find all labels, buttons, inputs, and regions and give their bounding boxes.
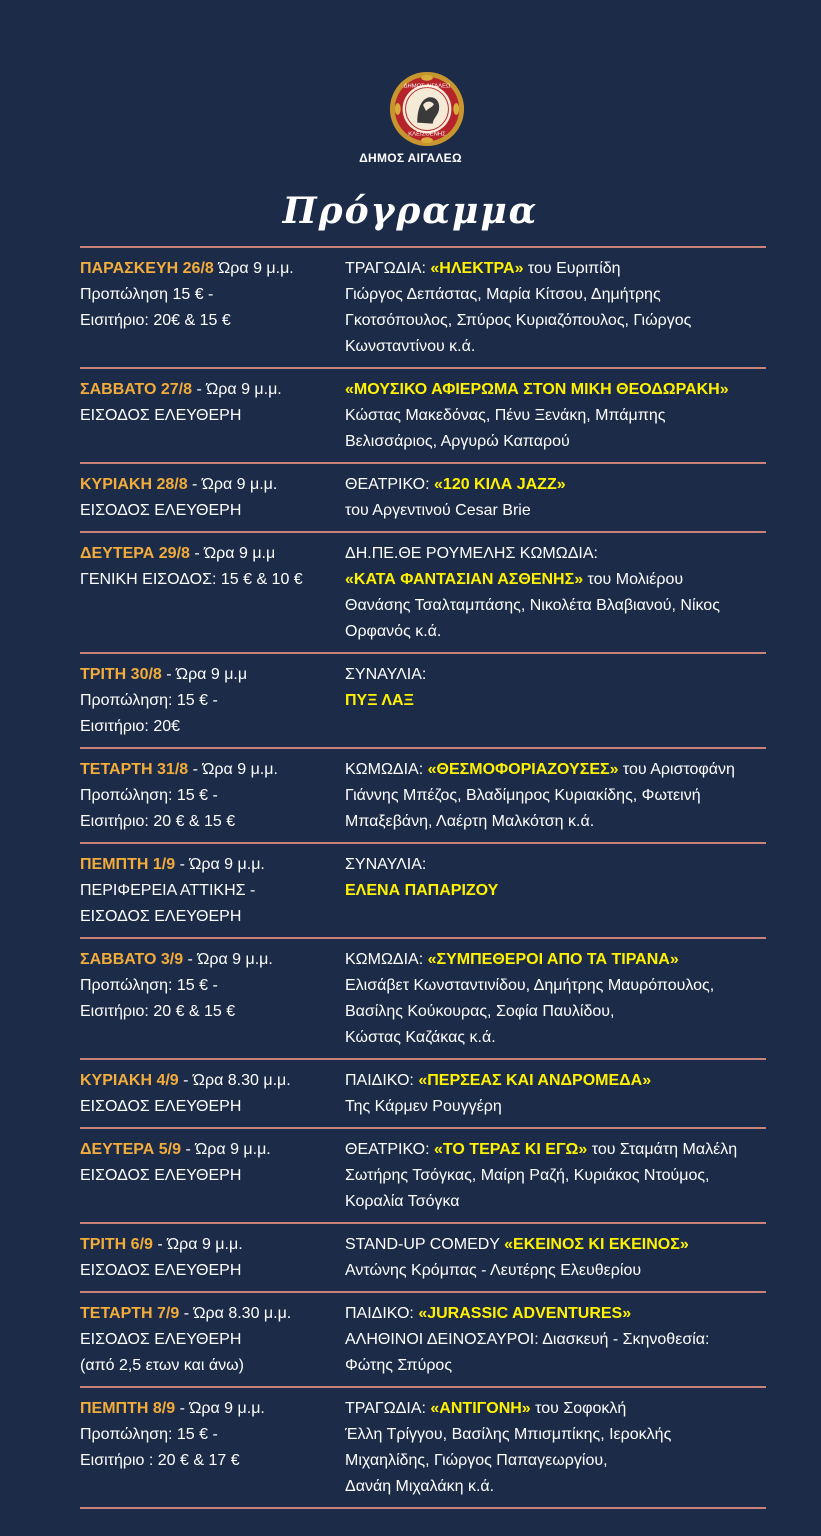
event-line [345, 878, 766, 904]
event-line [80, 662, 345, 688]
event-line [345, 429, 766, 455]
event-text: - Ώρα 9 μ.μ. [152, 1236, 243, 1253]
event-title: «ΘΕΣΜΟΦΟΡΙΑΖΟΥΣΕΣ» [427, 761, 619, 778]
event-text: ΕΙΣΟΔΟΣ ΕΛΕΥΘΕΡΗ [80, 407, 242, 424]
event-line [80, 757, 345, 783]
event-details [345, 947, 766, 1051]
event-line [345, 567, 766, 593]
event-line [80, 1068, 345, 1094]
event-line [80, 1301, 345, 1327]
event-date-info [80, 541, 345, 645]
event-text: - Ώρα 9 μ.μ. [192, 381, 282, 398]
event-date-info [80, 377, 345, 455]
event-line [345, 1353, 766, 1379]
event-line [80, 377, 345, 403]
event-text: Κοραλία Τσόγκα [345, 1193, 460, 1210]
event-text: ΕΙΣΟΔΟΣ ΕΛΕΥΘΕΡΗ [80, 1331, 242, 1348]
event-line [80, 1327, 345, 1353]
event-day: ΠΕΜΠΤΗ 8/9 [80, 1400, 176, 1417]
event-line [345, 1189, 766, 1215]
event-day: ΣΑΒΒΑΤΟ 27/8 [80, 381, 193, 398]
event-text: Κώστας Καζάκας κ.ά. [345, 1029, 496, 1046]
event-row [80, 654, 766, 749]
event-line [345, 334, 766, 360]
event-date-info [80, 1137, 345, 1215]
event-line [345, 1448, 766, 1474]
event-line [80, 308, 345, 334]
event-line [345, 472, 766, 498]
event-schedule [80, 246, 766, 1509]
event-day: ΤΡΙΤΗ 6/9 [80, 1236, 153, 1253]
event-line [345, 783, 766, 809]
municipality-logo-icon [388, 70, 466, 148]
event-text: Της Κάρμεν Ρουγγέρη [345, 1098, 502, 1115]
event-line [345, 498, 766, 524]
event-line [345, 973, 766, 999]
event-day: ΔΕΥΤΕΡΑ 5/9 [80, 1141, 182, 1158]
event-line [345, 809, 766, 835]
event-text: του Ευριπίδη [523, 260, 621, 277]
event-details [345, 757, 766, 835]
event-date-info [80, 256, 345, 360]
event-title: ΕΛΕΝΑ ΠΑΠΑΡΙΖΟΥ [345, 882, 499, 899]
event-line [345, 1137, 766, 1163]
event-row [80, 749, 766, 844]
event-details [345, 1301, 766, 1379]
event-text: Εισιτήριο: 20 € & 15 € [80, 1003, 236, 1020]
event-text: - Ώρα 9 μ.μ. [188, 761, 278, 778]
page-title: Πρόγραμμα [282, 190, 539, 232]
event-title: «ΣΥΜΠΕΘΕΡΟΙ ΑΠΟ ΤΑ ΤΙΡΑΝΑ» [427, 951, 679, 968]
event-text: - Ώρα 9 μ.μ. [183, 951, 273, 968]
event-text: ΑΛΗΘΙΝΟΙ ΔΕΙΝΟΣΑΥΡΟΙ: Διασκευή - Σκηνοθεσία: [345, 1331, 710, 1348]
event-details [345, 852, 766, 930]
event-day: ΚΥΡΙΑΚΗ 28/8 [80, 476, 188, 493]
event-line [345, 541, 766, 567]
event-day: ΔΕΥΤΕΡΑ 29/8 [80, 545, 190, 562]
event-text: - Ώρα 9 μ.μ. [175, 856, 265, 873]
event-row [80, 1293, 766, 1388]
event-line [345, 308, 766, 334]
event-text: Κώστας Μακεδόνας, Πένυ Ξενάκη, Μπάμπης [345, 407, 666, 424]
event-line [80, 999, 345, 1025]
event-line [345, 852, 766, 878]
event-text: (από 2,5 ετων και άνω) [80, 1357, 244, 1374]
event-line [345, 1474, 766, 1500]
event-text: Προπώληση 15 € - [80, 286, 214, 303]
event-line [80, 1232, 345, 1258]
event-text: Κωνσταντίνου κ.ά. [345, 338, 476, 355]
event-row [80, 369, 766, 464]
event-line [80, 783, 345, 809]
event-text: Βελισσάριος, Αργυρώ Καπαρού [345, 433, 570, 450]
event-text: ΓΕΝΙΚΗ ΕΙΣΟΔΟΣ: 15 € & 10 € [80, 571, 303, 588]
event-title: «ΠΕΡΣΕΑΣ ΚΑΙ ΑΝΔΡΟΜΕΔΑ» [418, 1072, 652, 1089]
event-day: ΤΕΤΑΡΤΗ 31/8 [80, 761, 189, 778]
event-details [345, 377, 766, 455]
event-text: ΣΥΝΑΥΛΙΑ: [345, 856, 427, 873]
event-line [80, 1353, 345, 1379]
event-text: - Ώρα 9 μ.μ [161, 666, 248, 683]
event-line [345, 688, 766, 714]
event-day: ΣΑΒΒΑΤΟ 3/9 [80, 951, 184, 968]
event-day: ΤΕΤΑΡΤΗ 7/9 [80, 1305, 180, 1322]
event-text: - Ώρα 8.30 μ.μ. [178, 1072, 291, 1089]
event-text: Θανάσης Τσαλταμπάσης, Νικολέτα Βλαβιανού, Νίκος [345, 597, 720, 614]
event-text: του Μολιέρου [583, 571, 684, 588]
event-text: ΔΗ.ΠΕ.ΘΕ ΡΟΥΜΕΛΗΣ ΚΩΜΩΔΙΑ: [345, 545, 598, 562]
event-details [345, 662, 766, 740]
event-title: «JURASSIC ADVENTURES» [418, 1305, 632, 1322]
event-text: Έλλη Τρίγγου, Βασίλης Μπισμπίκης, Ιεροκλής [345, 1426, 672, 1443]
event-line [345, 662, 766, 688]
event-text: Δανάη Μιχαλάκη κ.ά. [345, 1478, 495, 1495]
event-text: - Ώρα 9 μ.μ. [175, 1400, 265, 1417]
event-line [345, 1094, 766, 1120]
event-text: του Σταμάτη Μαλέλη [587, 1141, 738, 1158]
municipality-name: ΔΗΜΟΣ ΑΙΓΑΛΕΩ [359, 151, 462, 165]
event-text: ΕΙΣΟΔΟΣ ΕΛΕΥΘΕΡΗ [80, 1098, 242, 1115]
event-details [345, 1068, 766, 1120]
event-line [345, 1301, 766, 1327]
event-title: «ΚΑΤΑ ΦΑΝΤΑΣΙΑΝ ΑΣΘΕΝΗΣ» [345, 571, 584, 588]
event-text: Ορφανός κ.ά. [345, 623, 442, 640]
header [0, 0, 821, 250]
event-line [345, 757, 766, 783]
event-line [80, 688, 345, 714]
event-text: Προπώληση: 15 € - [80, 787, 218, 804]
event-row [80, 1388, 766, 1509]
event-line [345, 377, 766, 403]
event-row [80, 844, 766, 939]
event-text: - Ώρα 9 μ.μ [189, 545, 276, 562]
event-text: Βασίλης Κούκουρας, Σοφία Παυλίδου, [345, 1003, 615, 1020]
event-date-info [80, 757, 345, 835]
event-text: - Ώρα 9 μ.μ. [187, 476, 278, 493]
event-text: Σωτήρης Τσόγκας, Μαίρη Ραζή, Κυριάκος Ντούμος, [345, 1167, 710, 1184]
event-text: ΘΕΑΤΡΙΚΟ: [345, 476, 435, 493]
event-text: Εισιτήριο: 20€ & 15 € [80, 312, 231, 329]
event-row [80, 1129, 766, 1224]
event-row [80, 248, 766, 369]
event-text: του Αργεντινού Cesar Brie [345, 502, 531, 519]
event-text: Μπαξεβάνη, Λαέρτη Μαλκότση κ.ά. [345, 813, 595, 830]
event-line [80, 1094, 345, 1120]
event-text: ΤΡΑΓΩΔΙΑ: [345, 1400, 431, 1417]
event-text: Ώρα 9 μ.μ. [213, 260, 294, 277]
event-line [345, 593, 766, 619]
event-title: «ΑΝΤΙΓΟΝΗ» [430, 1400, 531, 1417]
event-line [80, 809, 345, 835]
event-details [345, 1232, 766, 1284]
event-line [80, 878, 345, 904]
event-text: Γιώργος Δεπάστας, Μαρία Κίτσου, Δημήτρης [345, 286, 661, 303]
event-line [345, 619, 766, 645]
event-title: «ΤΟ ΤΕΡΑΣ ΚΙ ΕΓΩ» [434, 1141, 588, 1158]
event-line [80, 282, 345, 308]
event-line [80, 498, 345, 524]
event-row [80, 939, 766, 1060]
event-line [345, 999, 766, 1025]
event-title: ΠΥΞ ΛΑΞ [345, 692, 414, 709]
event-row [80, 1060, 766, 1129]
event-text: ΘΕΑΤΡΙΚΟ: [345, 1141, 435, 1158]
event-row [80, 464, 766, 533]
event-line [345, 1163, 766, 1189]
svg-text:ΚΛΕΙΣΘΕΝΗΣ: ΚΛΕΙΣΘΕΝΗΣ [408, 131, 446, 138]
event-line [80, 1396, 345, 1422]
event-line [345, 1258, 766, 1284]
event-text: του Αριστοφάνη [618, 761, 735, 778]
event-line [80, 947, 345, 973]
event-text: Εισιτήριο: 20 € & 15 € [80, 813, 236, 830]
event-text: ΕΙΣΟΔΟΣ ΕΛΕΥΘΕΡΗ [80, 502, 242, 519]
event-line [80, 256, 345, 282]
event-text: STAND-UP COMEDY [345, 1236, 505, 1253]
event-text: ΕΙΣΟΔΟΣ ΕΛΕΥΘΕΡΗ [80, 1167, 242, 1184]
event-line [80, 1137, 345, 1163]
event-line [345, 1025, 766, 1051]
event-details [345, 1137, 766, 1215]
event-text: Γκοτσόπουλος, Σπύρος Κυριαζόπουλος, Γιώργος [345, 312, 692, 329]
event-text: Προπώληση: 15 € - [80, 692, 218, 709]
event-line [80, 541, 345, 567]
event-text: ΕΙΣΟΔΟΣ ΕΛΕΥΘΕΡΗ [80, 1262, 242, 1279]
event-line [80, 403, 345, 429]
event-text: - Ώρα 8.30 μ.μ. [179, 1305, 292, 1322]
event-line [345, 403, 766, 429]
event-text: Γιάννης Μπέζος, Βλαδίμηρος Κυριακίδης, Φωτεινή [345, 787, 701, 804]
event-date-info [80, 852, 345, 930]
event-text: Προπώληση: 15 € - [80, 977, 218, 994]
event-date-info [80, 1068, 345, 1120]
event-date-info [80, 1301, 345, 1379]
event-text: ΣΥΝΑΥΛΙΑ: [345, 666, 427, 683]
event-line [80, 852, 345, 878]
event-date-info [80, 662, 345, 740]
event-date-info [80, 1232, 345, 1284]
event-line [345, 947, 766, 973]
event-title: «ΜΟΥΣΙΚΟ ΑΦΙΕΡΩΜΑ ΣΤΟΝ ΜΙΚΗ ΘΕΟΔΩΡΑΚΗ» [345, 381, 729, 398]
event-details [345, 472, 766, 524]
event-line [80, 567, 345, 593]
event-line [345, 1327, 766, 1353]
event-details [345, 1396, 766, 1500]
event-text: ΤΡΑΓΩΔΙΑ: [345, 260, 431, 277]
event-text: ΚΩΜΩΔΙΑ: [345, 761, 428, 778]
event-line [345, 1396, 766, 1422]
event-title: «120 ΚΙΛΑ JAZZ» [434, 476, 566, 493]
event-row [80, 533, 766, 654]
event-day: ΤΡΙΤΗ 30/8 [80, 666, 162, 683]
event-line [80, 904, 345, 930]
event-date-info [80, 1396, 345, 1500]
event-line [80, 973, 345, 999]
event-title: «ΕΚΕΙΝΟΣ ΚΙ ΕΚΕΙΝΟΣ» [504, 1236, 689, 1253]
event-text: ΠΑΙΔΙΚΟ: [345, 1072, 419, 1089]
event-line [345, 1068, 766, 1094]
event-text: Προπώληση: 15 € - [80, 1426, 218, 1443]
event-text: ΠΑΙΔΙΚΟ: [345, 1305, 419, 1322]
event-text: Εισιτήριο : 20 € & 17 € [80, 1452, 240, 1469]
svg-text:ΔΗΜΟΣ ΑΙΓΑΛΕΩ: ΔΗΜΟΣ ΑΙΓΑΛΕΩ [403, 83, 451, 90]
event-text: Αντώνης Κρόμπας - Λευτέρης Ελευθερίου [345, 1262, 642, 1279]
event-row [80, 1224, 766, 1293]
event-date-info [80, 947, 345, 1051]
event-text: Ελισάβετ Κωνσταντινίδου, Δημήτρης Μαυρόπουλος, [345, 977, 715, 994]
event-text: Εισιτήριο: 20€ [80, 718, 181, 735]
event-line [80, 1448, 345, 1474]
event-text: του Σοφοκλή [530, 1400, 627, 1417]
event-day: ΠΕΜΠΤΗ 1/9 [80, 856, 176, 873]
event-details [345, 256, 766, 360]
event-text: Φώτης Σπύρος [345, 1357, 453, 1374]
event-line [80, 1258, 345, 1284]
event-text: Μιχαηλίδης, Γιώργος Παπαγεωργίου, [345, 1452, 608, 1469]
event-title: «ΗΛΕΚΤΡΑ» [430, 260, 524, 277]
event-text: ΕΙΣΟΔΟΣ ΕΛΕΥΘΕΡΗ [80, 908, 242, 925]
event-text: - Ώρα 9 μ.μ. [181, 1141, 271, 1158]
event-line [80, 1422, 345, 1448]
event-line [345, 282, 766, 308]
event-text: ΠΕΡΙΦΕΡΕΙΑ ΑΤΤΙΚΗΣ - [80, 882, 256, 899]
event-date-info [80, 472, 345, 524]
event-line [345, 1232, 766, 1258]
event-line [345, 256, 766, 282]
event-line [345, 1422, 766, 1448]
event-line [80, 714, 345, 740]
event-line [80, 1163, 345, 1189]
event-day: ΚΥΡΙΑΚΗ 4/9 [80, 1072, 179, 1089]
event-text: ΚΩΜΩΔΙΑ: [345, 951, 428, 968]
event-day: ΠΑΡΑΣΚΕΥΗ 26/8 [80, 260, 214, 277]
event-details [345, 541, 766, 645]
event-line [80, 472, 345, 498]
